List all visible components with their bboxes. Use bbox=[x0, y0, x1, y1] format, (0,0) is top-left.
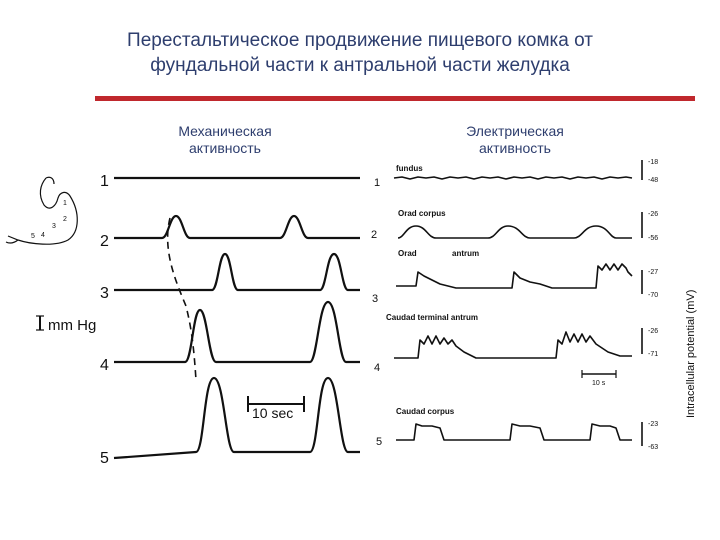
electrical-trace-titles bbox=[386, 164, 479, 416]
pressure-scale-label: mm Hg bbox=[48, 317, 97, 334]
elec-trace-number-2: 2 bbox=[371, 229, 378, 241]
elec-title-antrum: antrum bbox=[452, 249, 480, 258]
elec-title-fundus: fundus bbox=[396, 164, 423, 173]
pressure-scale bbox=[36, 316, 96, 334]
mechanical-header-line-2: активность bbox=[189, 140, 261, 156]
mechanical-time-scale bbox=[248, 396, 304, 421]
elec-trace-number-3: 3 bbox=[372, 293, 379, 305]
title-line-2: фундальной части к антральной части желудка bbox=[150, 55, 570, 76]
electrical-header-line-2: активность bbox=[479, 140, 551, 156]
elec-trace-2 bbox=[398, 226, 632, 238]
electrical-header-line-1: Электрическая bbox=[466, 123, 564, 139]
elec-scale-5-top: -23 bbox=[648, 421, 659, 428]
elec-trace-5 bbox=[396, 424, 632, 440]
mech-trace-5 bbox=[114, 378, 360, 458]
elec-trace-number-5: 5 bbox=[376, 436, 383, 448]
elec-scale-2-bottom: -56 bbox=[648, 235, 659, 242]
mech-trace-number-1: 1 bbox=[100, 173, 109, 190]
mechanical-trace-numbers bbox=[100, 173, 109, 467]
mech-trace-2 bbox=[114, 216, 360, 238]
elec-scale-3-top: -27 bbox=[648, 269, 659, 276]
elec-scale-1-bottom: -48 bbox=[648, 177, 659, 184]
elec-scale-4-bottom: -71 bbox=[648, 351, 659, 358]
elec-trace-number-4: 4 bbox=[374, 362, 381, 374]
mech-trace-number-2: 2 bbox=[100, 233, 109, 250]
elec-title-orad-corpus: Orad corpus bbox=[398, 209, 446, 218]
mech-time-scale-label: 10 sec bbox=[252, 405, 294, 421]
mechanical-header-line-1: Механическая bbox=[178, 123, 272, 139]
elec-title-orad: Orad bbox=[398, 249, 417, 258]
stomach-diagram bbox=[6, 177, 77, 244]
elec-title-caudad-corpus: Caudad corpus bbox=[396, 407, 455, 416]
mech-trace-4 bbox=[114, 302, 360, 362]
esophagus-stub bbox=[46, 177, 54, 184]
elec-scale-5-bottom: -63 bbox=[648, 444, 659, 451]
stomach-region-5: 5 bbox=[31, 233, 35, 240]
stomach-region-1: 1 bbox=[63, 200, 67, 207]
mech-trace-number-3: 3 bbox=[100, 285, 109, 302]
stomach-region-2: 2 bbox=[63, 216, 67, 223]
electrical-time-scale bbox=[582, 370, 616, 387]
elec-time-scale-label: 10 s bbox=[592, 380, 606, 387]
elec-trace-number-1: 1 bbox=[374, 177, 381, 189]
elec-title-caudad-terminal-antrum: Caudad terminal antrum bbox=[386, 313, 479, 322]
electrical-y-axis-label: Intracellular potential (mV) bbox=[685, 289, 697, 418]
elec-scale-4-top: -26 bbox=[648, 328, 659, 335]
elec-scale-2-top: -26 bbox=[648, 211, 659, 218]
elec-scale-1-top: -18 bbox=[648, 159, 659, 166]
elec-scale-3-bottom: -70 bbox=[648, 292, 659, 299]
electrical-trace-numbers bbox=[371, 177, 382, 448]
electrical-scale-bars bbox=[642, 159, 658, 451]
elec-trace-4 bbox=[394, 332, 632, 358]
stomach-region-4: 4 bbox=[41, 232, 45, 239]
mech-trace-number-4: 4 bbox=[100, 357, 109, 374]
mech-trace-3 bbox=[114, 254, 360, 290]
elec-trace-1 bbox=[394, 177, 632, 179]
mechanical-traces bbox=[114, 178, 360, 458]
elec-trace-3 bbox=[396, 264, 632, 288]
mech-trace-number-5: 5 bbox=[100, 450, 109, 467]
title-line-1: Перестальтическое продвижение пищевого комка от bbox=[127, 30, 593, 51]
stomach-region-3: 3 bbox=[52, 223, 56, 230]
propagation-dashed-line bbox=[168, 218, 196, 380]
